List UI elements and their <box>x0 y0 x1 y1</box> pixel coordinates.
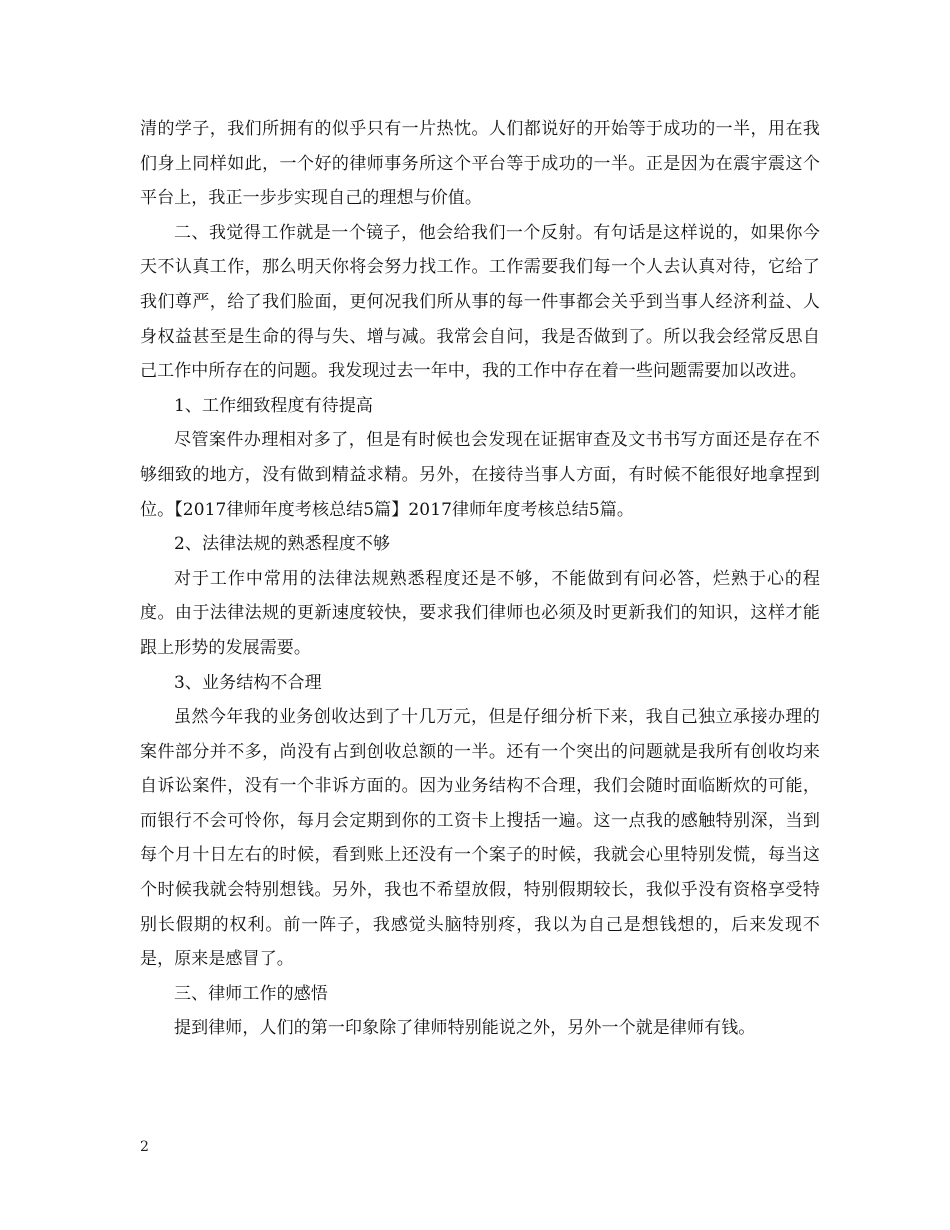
section-heading-insights: 三、律师工作的感悟 <box>174 983 328 1004</box>
subheading-detail-level: 1、工作细致程度有待提高 <box>174 395 374 416</box>
paragraph-continuation: 清的学子，我们所拥有的似乎只有一片热忱。人们都说好的开始等于成功的一半，用在我们身上同样如此，一个好的律师事务所这个平台等于成功的一半。正是因为在震宇震这个平台上，我正一步步实现自己的理想与价值。 <box>140 119 820 209</box>
paragraph-detail-level: 尽管案件办理相对多了，但是有时候也会发现在证据审查及文书书写方面还是存在不够细致的地方，没有做到精益求精。另外，在接待当事人方面，有时候不能很好地拿捏到位。【2017律师年度考核总结5篇】2017律师年度考核总结5篇。 <box>140 430 820 520</box>
section-heading-reflection: 二、我觉得工作就是一个镜子，他会给我们一个反射。有句话是这样说的，如果你今天不认真工作，那么明天你将会努力找工作。工作需要我们每一个人去认真对待，它给了我们尊严，给了我们脸面，更何况我们所从事的每一件事都会关乎到当事人经济利益、人身权益甚至是生命的得与失、增与减。我常会自问，我是否做到了。所以我会经常反思自己工作中所存在的问题。我发现过去一年中，我的工作中存在着一些问题需要加以改进。 <box>140 222 820 382</box>
paragraph-insights: 提到律师，人们的第一印象除了律师特别能说之外，另外一个就是律师有钱。 <box>174 1018 756 1039</box>
subheading-law-familiarity: 2、法律法规的熟悉程度不够 <box>174 534 391 555</box>
paragraph-law-familiarity: 对于工作中常用的法律法规熟悉程度还是不够，不能做到有问必答，烂熟于心的程度。由于法律法规的更新速度较快，要求我们律师也必须及时更新我们的知识，这样才能跟上形势的发展需要。 <box>140 568 820 658</box>
paragraph-business-structure: 虽然今年我的业务创收达到了十几万元，但是仔细分析下来，我自己独立承接办理的案件部分并不多，尚没有占到创收总额的一半。还有一个突出的问题就是我所有创收均来自诉讼案件，没有一个非诉方面的。因为业务结构不合理，我们会随时面临断炊的可能，而银行不会可怜你，每月会定期到你的工资卡上搜括一遍。这一点我的感触特别深，当到每个月十日左右的时候，看到账上还没有一个案子的时候，我就会心里特别发慌，每当这个时候我就会特别想钱。另外，我也不希望放假，特别假期较长，我似乎没有资格享受特别长假期的权利。前一阵子，我感觉头脑特别疼，我以为自己是想钱想的，后来发现不是，原来是感冒了。 <box>140 707 820 970</box>
document-body <box>140 112 820 1046</box>
subheading-business-structure: 3、业务结构不合理 <box>174 672 322 693</box>
page-number: 2 <box>140 1139 149 1155</box>
